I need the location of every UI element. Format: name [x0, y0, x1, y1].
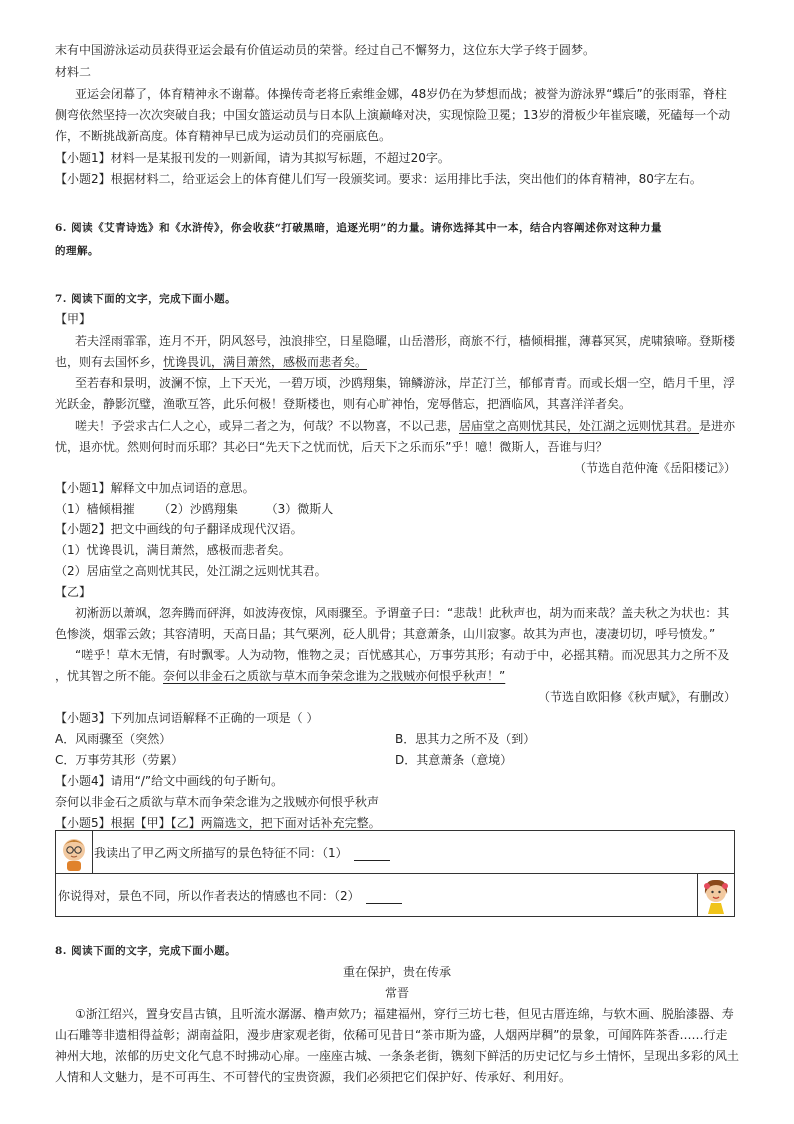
dialogue-row-1	[56, 831, 734, 874]
sub-question-item: （1）忧谗畏讥，满目萧然，感极而悲者矣。	[55, 543, 291, 557]
boy-avatar	[56, 831, 93, 873]
text-line: 山石雕等非遗相得益彰；湖南益阳，漫步唐家观老街，依稀可见昔日“茶市斯为盛，人烟两岸稠”的景象，可闻阵阵茶香……行走	[55, 1028, 728, 1042]
question-8: 8. 阅读下面的文字，完成下面小题。	[55, 945, 237, 957]
underlined-sentence: 居庙堂之高则忧其民，处江湖之远则忧其君。	[459, 419, 700, 433]
text-line: 光跃金，静影沉璧，渔歌互答，此乐何极！登斯楼也，则有心旷神怡，宠辱偕忘，把酒临风，其喜洋洋者矣。	[55, 397, 632, 411]
text-line: 人情和人文魅力，是不可再生、不可替代的宝贵资源，我们必须把它们保护好、传承好、利用好。	[55, 1070, 572, 1084]
sub-question: 【小题3】下列加点词语解释不正确的一项是（ ）	[55, 711, 319, 725]
article-title: 重在保护，贵在传承	[342, 965, 451, 979]
passage-label: 【乙】	[55, 585, 92, 599]
text-line: 奈何以非金石之质欲与草木而争荣念谁为之戕贼亦何恨乎秋声	[55, 795, 380, 809]
sub-question: 【小题1】解释文中加点词语的意思。	[55, 481, 255, 495]
text-line: 末有中国游泳运动员获得亚运会最有价值运动员的荣誉。经过自己不懈努力，这位东大学子终于圆梦。	[55, 43, 596, 57]
text-span: 是进亦	[699, 419, 736, 433]
question-6-cont: 的理解。	[55, 245, 99, 257]
dialogue-line-2	[58, 887, 402, 904]
underlined-sentence: 忧谗畏讥，满目萧然，感极而悲者矣。	[163, 355, 368, 369]
sub-question-items	[55, 501, 333, 517]
text-line: 至若春和景明，波澜不惊，上下天光，一碧万顷，沙鸥翔集，锦鳞游泳，岸芷汀兰，郁郁青青。而或长烟一空，皓月千里，浮	[75, 376, 736, 390]
underlined-sentence: 奈何以非金石之质欲与草木而争荣念谁为之戕贼亦何恨乎秋声！”	[163, 669, 506, 683]
text-line: ①浙江绍兴，置身安昌古镇，且听流水潺潺、橹声欸乃；福建福州，穿行三坊七巷，但见古厝连绵，与软木画、脱胎漆器、寿	[75, 1007, 734, 1021]
text-line: 忧，退亦忧。然则何时而乐耶？其必曰“先天下之忧而忧，后天下之乐而乐”乎！噫！微斯人，吾谁与归？	[55, 440, 608, 454]
text-line	[75, 418, 735, 434]
option-c: C．万事劳其形（劳累）	[55, 753, 184, 767]
source-citation: （节选自范仲淹《岳阳楼记》）	[573, 461, 736, 475]
question-7: 7. 阅读下面的文字，完成下面小题。	[55, 293, 237, 305]
item-1: （1）樯倾楫摧	[55, 502, 135, 516]
girl-avatar-icon	[698, 874, 734, 916]
sub-question: 【小题1】材料一是某报刊发的一则新闻，请为其拟写标题，不超过20字。	[55, 151, 450, 165]
text-span: 也，则有去国怀乡，	[55, 355, 164, 369]
answer-blank[interactable]	[354, 848, 390, 861]
text-line: 初淅沥以萧飒，忽奔腾而砰湃，如波涛夜惊，风雨骤至。予谓童子曰：“悲哉！此秋声也，胡为而来哉？盖夫秋之为状也：其	[75, 606, 730, 620]
dialogue-line-1	[94, 844, 390, 861]
sub-question: 【小题4】请用“/”给文中画线的句子断句。	[55, 774, 284, 788]
text-line: 若夫淫雨霏霏，连月不开，阴风怒号，浊浪排空，日星隐曜，山岳潜形，商旅不行，樯倾楫摧，薄暮冥冥，虎啸猿啼。登斯楼	[75, 334, 736, 348]
text-span: ，忧其智之所不能。	[55, 669, 164, 683]
dialogue-row-2	[56, 874, 734, 916]
article-author: 常晋	[384, 986, 409, 1000]
boy-avatar-icon	[56, 831, 92, 873]
passage-label: 【甲】	[55, 312, 92, 326]
text-line: “嗟乎！草木无情，有时飘零。人为动物，惟物之灵；百忧感其心，万事劳其形；有动于中，必摇其精。而况思其力之所不及	[75, 648, 730, 662]
text-line	[55, 668, 505, 684]
text-line: 神州大地，浓郁的历史文化气息不时拂动心扉。一座座古城、一条条老街，镌刻下鲜活的历史记忆与乡土情怀，呈现出多彩的风土	[55, 1049, 740, 1063]
sub-question-item: （2）居庙堂之高则忧其民，处江湖之远则忧其君。	[55, 564, 327, 578]
dialogue-text: 你说得对，景色不同，所以作者表达的情感也不同：（2）	[58, 889, 360, 903]
source-citation: （节选自欧阳修《秋声赋》，有删改）	[537, 690, 736, 704]
dialogue-text: 我读出了甲乙两文所描写的景色特征不同：（1）	[94, 846, 348, 860]
dialogue-table	[55, 830, 735, 917]
sub-question: 【小题2】根据材料二，给亚运会上的体育健儿们写一段颁奖词。要求：运用排比手法，突出他们的体育精神，80字左右。	[55, 172, 702, 186]
text-line: 色惨淡，烟霏云敛；其容清明，天高日晶；其气栗冽，砭人肌骨；其意萧条，山川寂寥。故其为声也，凄凄切切，呼号愤发。”	[55, 627, 716, 641]
option-a: A．风雨骤至（突然）	[55, 732, 172, 746]
text-span: 嗟夫！予尝求古仁人之心，或异二者之为，何哉？不以物喜，不以己悲，	[75, 419, 460, 433]
text-line: 亚运会闭幕了，体育精神永不谢幕。体操传奇老将丘索维金娜，48岁仍在为梦想而战；被誉为游泳界“蝶后”的张雨霏，脊柱	[75, 87, 727, 101]
item-2: （2）沙鸥翔集	[158, 502, 238, 516]
answer-blank[interactable]	[366, 891, 402, 904]
sub-question: 【小题2】把文中画线的句子翻译成现代汉语。	[55, 522, 303, 536]
option-b: B．思其力之所不及（到）	[395, 732, 536, 746]
item-3: （3）微斯人	[265, 502, 334, 516]
option-d: D．其意萧条（意境）	[395, 753, 513, 767]
section-heading: 材料二	[55, 65, 92, 79]
question-6: 6. 阅读《艾青诗选》和《水浒传》，你会收获“打破黑暗，追逐光明”的力量。请你选择其中一本，结合内容阐述你对这种力量	[55, 222, 662, 234]
girl-avatar	[697, 874, 734, 916]
text-line: 作，不断挑战新高度。体育精神早已成为运动员们的亮丽底色。	[55, 129, 392, 143]
sub-question: 【小题5】根据【甲】【乙】两篇选文，把下面对话补充完整。	[55, 816, 381, 830]
text-line	[55, 354, 367, 370]
text-line: 侧弯依然坚持一次次突破自我；中国女篮运动员与日本队上演巅峰对决，实现惊险卫冕；13岁的滑板少年崔宸曦，死磕每一个动	[55, 108, 731, 122]
